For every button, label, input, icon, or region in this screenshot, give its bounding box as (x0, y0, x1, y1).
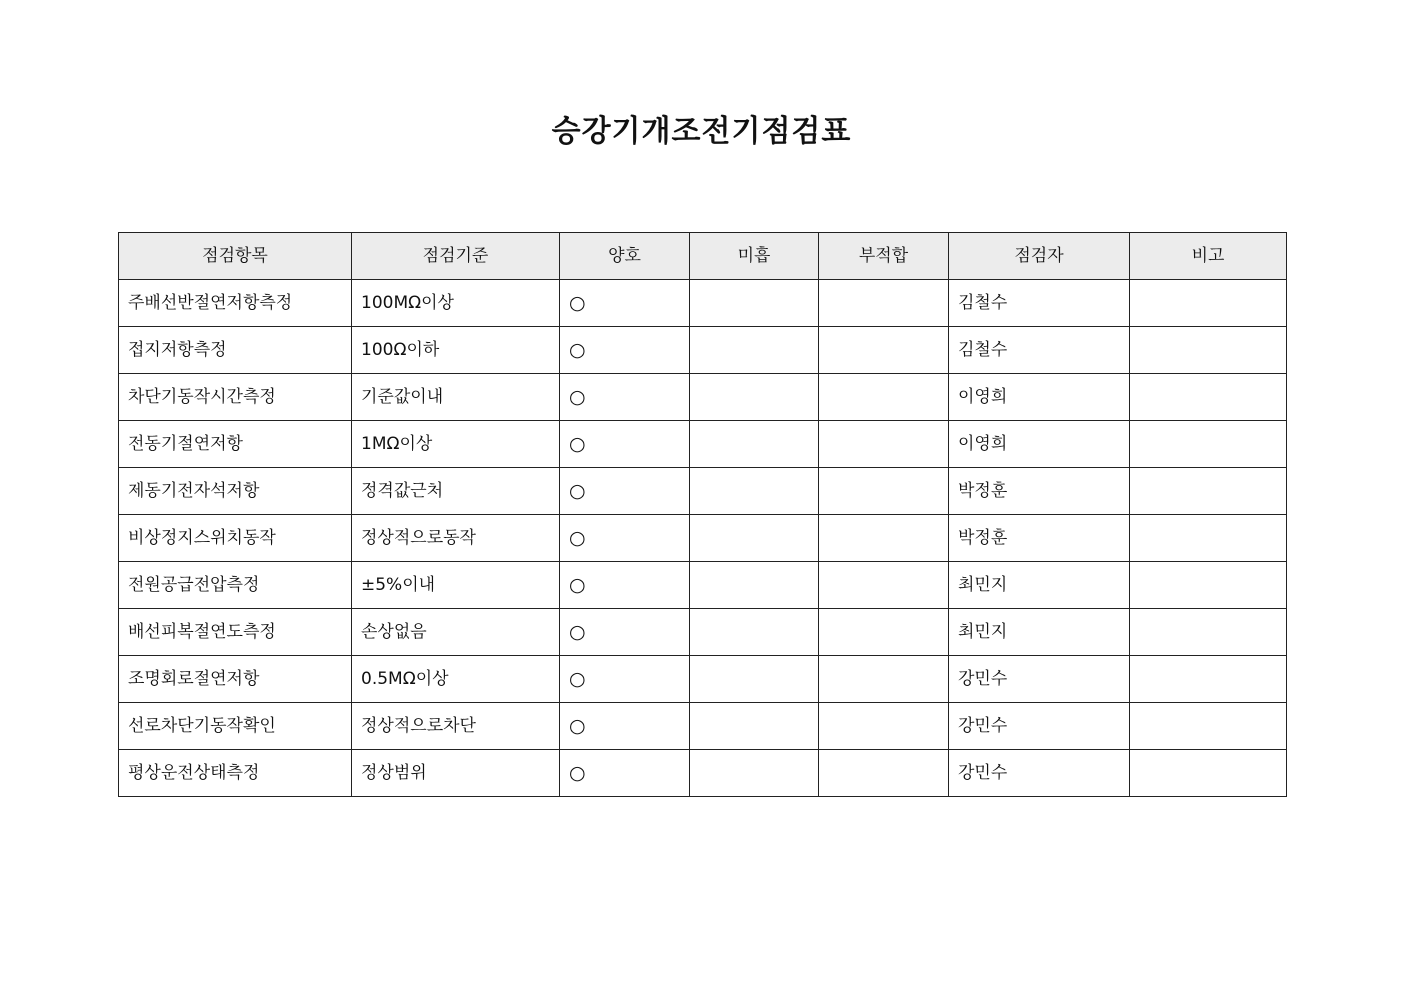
cell-standard: 100MΩ이상 (352, 280, 560, 327)
cell-unfit (819, 562, 949, 609)
header-unfit: 부적합 (819, 233, 949, 280)
cell-poor (690, 750, 819, 797)
cell-inspector: 강민수 (949, 703, 1130, 750)
cell-unfit (819, 750, 949, 797)
cell-inspector: 이영희 (949, 374, 1130, 421)
cell-standard: 정상범위 (352, 750, 560, 797)
cell-unfit (819, 280, 949, 327)
cell-unfit (819, 468, 949, 515)
cell-inspector: 박정훈 (949, 468, 1130, 515)
cell-inspector: 강민수 (949, 656, 1130, 703)
cell-item: 전동기절연저항 (119, 421, 352, 468)
table-row (119, 703, 1287, 750)
table-row (119, 280, 1287, 327)
cell-note (1130, 656, 1287, 703)
cell-good: ○ (560, 327, 690, 374)
cell-note (1130, 609, 1287, 656)
cell-inspector: 박정훈 (949, 515, 1130, 562)
cell-unfit (819, 421, 949, 468)
header-item: 점검항목 (119, 233, 352, 280)
cell-note (1130, 327, 1287, 374)
table-header-row (119, 233, 1287, 280)
cell-note (1130, 468, 1287, 515)
cell-inspector: 최민지 (949, 562, 1130, 609)
table-row (119, 562, 1287, 609)
cell-inspector: 이영희 (949, 421, 1130, 468)
cell-item: 접지저항측정 (119, 327, 352, 374)
cell-item: 주배선반절연저항측정 (119, 280, 352, 327)
cell-poor (690, 703, 819, 750)
header-inspector: 점검자 (949, 233, 1130, 280)
cell-poor (690, 327, 819, 374)
table-row (119, 468, 1287, 515)
cell-good: ○ (560, 515, 690, 562)
cell-good: ○ (560, 656, 690, 703)
cell-inspector: 최민지 (949, 609, 1130, 656)
cell-item: 배선피복절연도측정 (119, 609, 352, 656)
cell-note (1130, 374, 1287, 421)
cell-poor (690, 374, 819, 421)
cell-item: 차단기동작시간측정 (119, 374, 352, 421)
cell-inspector: 강민수 (949, 750, 1130, 797)
cell-good: ○ (560, 468, 690, 515)
cell-poor (690, 515, 819, 562)
header-note: 비고 (1130, 233, 1287, 280)
cell-standard: 손상없음 (352, 609, 560, 656)
cell-unfit (819, 327, 949, 374)
cell-standard: 100Ω이하 (352, 327, 560, 374)
page-title: 승강기개조전기점검표 (551, 114, 852, 149)
cell-standard: 0.5MΩ이상 (352, 656, 560, 703)
table-row (119, 750, 1287, 797)
cell-item: 평상운전상태측정 (119, 750, 352, 797)
cell-standard: 정상적으로동작 (352, 515, 560, 562)
cell-good: ○ (560, 703, 690, 750)
cell-note (1130, 703, 1287, 750)
table-row (119, 421, 1287, 468)
cell-unfit (819, 656, 949, 703)
table-row (119, 609, 1287, 656)
cell-note (1130, 750, 1287, 797)
table-row (119, 656, 1287, 703)
cell-standard: 기준값이내 (352, 374, 560, 421)
cell-standard: ±5%이내 (352, 562, 560, 609)
cell-item: 선로차단기동작확인 (119, 703, 352, 750)
cell-good: ○ (560, 421, 690, 468)
cell-item: 비상정지스위치동작 (119, 515, 352, 562)
cell-note (1130, 421, 1287, 468)
inspection-table (118, 232, 1287, 797)
table-row (119, 374, 1287, 421)
cell-unfit (819, 609, 949, 656)
cell-good: ○ (560, 609, 690, 656)
cell-poor (690, 468, 819, 515)
cell-note (1130, 562, 1287, 609)
table-row (119, 327, 1287, 374)
header-poor: 미흡 (690, 233, 819, 280)
header-good: 양호 (560, 233, 690, 280)
cell-good: ○ (560, 562, 690, 609)
cell-standard: 1MΩ이상 (352, 421, 560, 468)
header-standard: 점검기준 (352, 233, 560, 280)
cell-item: 제동기전자석저항 (119, 468, 352, 515)
cell-poor (690, 421, 819, 468)
cell-unfit (819, 515, 949, 562)
table-row (119, 515, 1287, 562)
cell-poor (690, 609, 819, 656)
cell-poor (690, 280, 819, 327)
cell-item: 조명회로절연저항 (119, 656, 352, 703)
cell-good: ○ (560, 750, 690, 797)
cell-poor (690, 562, 819, 609)
cell-standard: 정격값근처 (352, 468, 560, 515)
cell-poor (690, 656, 819, 703)
cell-good: ○ (560, 280, 690, 327)
cell-inspector: 김철수 (949, 280, 1130, 327)
cell-note (1130, 515, 1287, 562)
cell-inspector: 김철수 (949, 327, 1130, 374)
cell-standard: 정상적으로차단 (352, 703, 560, 750)
cell-note (1130, 280, 1287, 327)
cell-item: 전원공급전압측정 (119, 562, 352, 609)
cell-unfit (819, 703, 949, 750)
cell-unfit (819, 374, 949, 421)
cell-good: ○ (560, 374, 690, 421)
